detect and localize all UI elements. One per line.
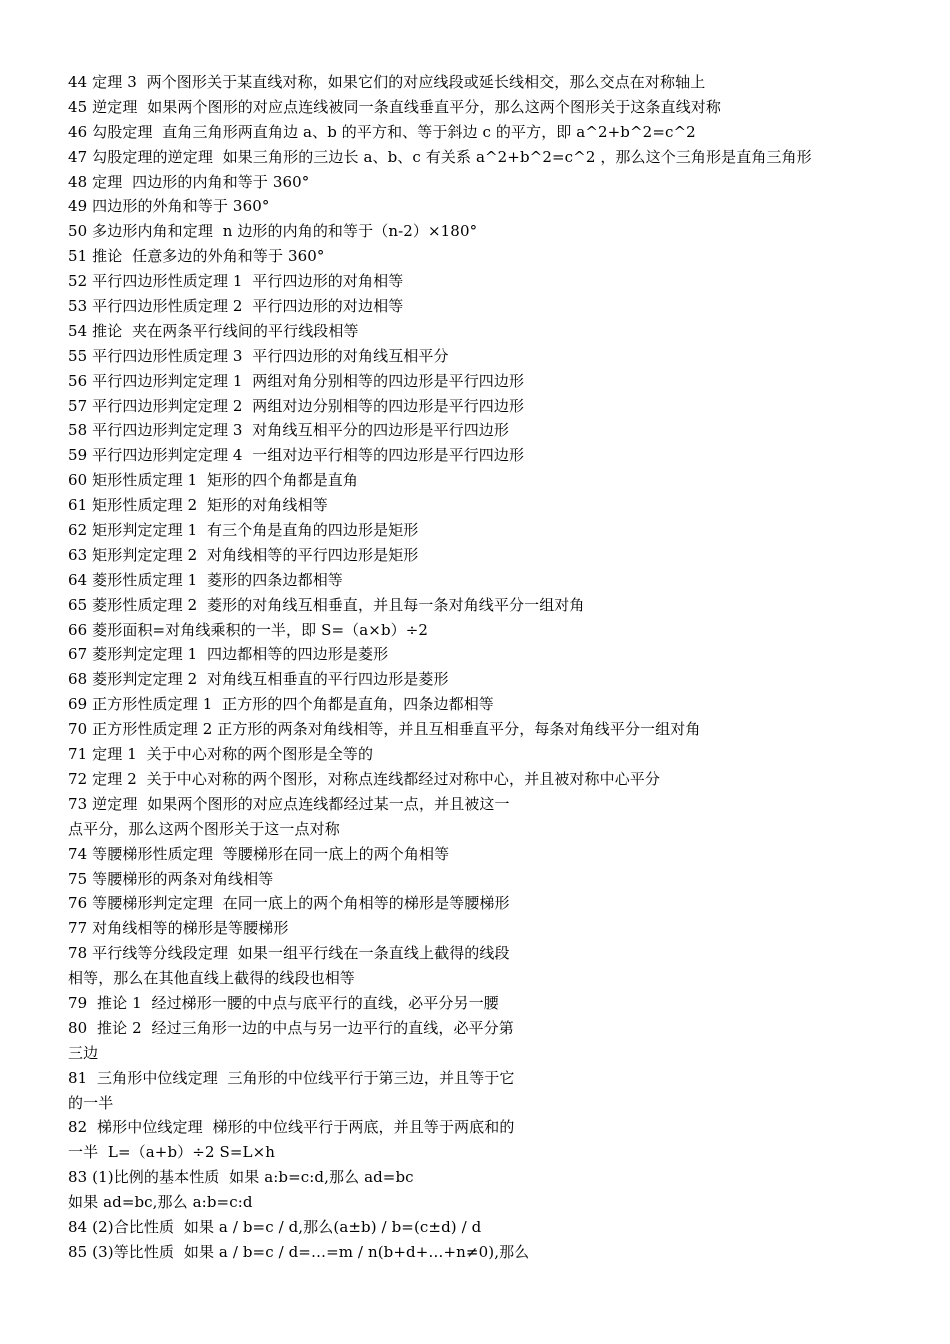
- text-line: 61 矩形性质定理 2 矩形的对角线相等: [68, 496, 328, 515]
- text-line: 74 等腰梯形性质定理 等腰梯形在同一底上的两个角相等: [68, 844, 450, 863]
- text-line: 的一半: [68, 1093, 114, 1112]
- text-line: 56 平行四边形判定定理 1 两组对角分别相等的四边形是平行四边形: [68, 371, 525, 390]
- text-line: 一半 L=（a+b）÷2 S=L×h: [68, 1143, 275, 1162]
- text-line: 72 定理 2 关于中心对称的两个图形，对称点连线都经过对称中心，并且被对称中心平分: [68, 769, 661, 788]
- text-line: 66 菱形面积=对角线乘积的一半，即 S=（a×b）÷2: [68, 620, 429, 639]
- text-line: 44 定理 3 两个图形关于某直线对称，如果它们的对应线段或延长线相交，那么交点在对称轴上: [68, 73, 706, 91]
- text-line: 85 (3)等比性质 如果 a / b=c / d=…=m / n(b+d+…+n≠0),那么: [68, 1242, 530, 1261]
- text-line: 46 勾股定理 直角三角形两直角边 a、b 的平方和、等于斜边 c 的平方，即 a^2+b^2=c^2: [68, 122, 696, 141]
- text-line: 63 矩形判定定理 2 对角线相等的平行四边形是矩形: [68, 545, 419, 564]
- text-line: 82 梯形中位线定理 梯形的中位线平行于两底，并且等于两底和的: [68, 1118, 515, 1137]
- text-line: 50 多边形内角和定理 n 边形的内角的和等于（n-2）×180°: [68, 222, 478, 241]
- text-line: 80 推论 2 经过三角形一边的中点与另一边平行的直线，必平分第: [68, 1018, 514, 1037]
- text-line: 57 平行四边形判定定理 2 两组对边分别相等的四边形是平行四边形: [68, 396, 525, 415]
- text-line: 64 菱形性质定理 1 菱形的四条边都相等: [68, 570, 343, 589]
- text-line: 47 勾股定理的逆定理 如果三角形的三边长 a、b、c 有关系 a^2+b^2=c^2 ，那么这个三角形是直角三角形: [68, 147, 812, 166]
- text-line: 51 推论 任意多边的外角和等于 360°: [68, 247, 325, 266]
- text-line: 73 逆定理 如果两个图形的对应点连线都经过某一点，并且被这一: [68, 794, 510, 813]
- text-line: 48 定理 四边形的内角和等于 360°: [68, 172, 310, 191]
- text-line: 45 逆定理 如果两个图形的对应点连线被同一条直线垂直平分，那么这两个图形关于这条直线对称: [68, 97, 721, 116]
- text-line: 52 平行四边形性质定理 1 平行四边形的对角相等: [68, 272, 404, 291]
- text-line: 点平分，那么这两个图形关于这一点对称: [68, 819, 340, 838]
- text-line: 71 定理 1 关于中心对称的两个图形是全等的: [68, 745, 374, 764]
- text-line: 75 等腰梯形的两条对角线相等: [68, 869, 274, 888]
- text-line: 如果 ad=bc,那么 a:b=c:d: [68, 1193, 253, 1212]
- text-line: 59 平行四边形判定定理 4 一组对边平行相等的四边形是平行四边形: [68, 446, 525, 465]
- text-line: 65 菱形性质定理 2 菱形的对角线互相垂直，并且每一条对角线平分一组对角: [68, 595, 585, 614]
- text-line: 相等，那么在其他直线上截得的线段也相等: [68, 969, 355, 988]
- text-line: 68 菱形判定定理 2 对角线互相垂直的平行四边形是菱形: [68, 670, 449, 689]
- text-line: 77 对角线相等的梯形是等腰梯形: [68, 919, 289, 938]
- text-line: 84 (2)合比性质 如果 a / b=c / d,那么(a±b) / b=(c±d) / d: [68, 1217, 482, 1236]
- text-line: 53 平行四边形性质定理 2 平行四边形的对边相等: [68, 297, 404, 316]
- text-line: 69 正方形性质定理 1 正方形的四个角都是直角，四条边都相等: [68, 695, 494, 714]
- text-line: 三边: [68, 1043, 99, 1062]
- text-line: 83 (1)比例的基本性质 如果 a:b=c:d,那么 ad=bc: [68, 1168, 414, 1187]
- text-line: 78 平行线等分线段定理 如果一组平行线在一条直线上截得的线段: [68, 944, 510, 963]
- text-line: 55 平行四边形性质定理 3 平行四边形的对角线互相平分: [68, 346, 449, 365]
- text-body: [68, 70, 928, 1265]
- text-line: 70 正方形性质定理 2 正方形的两条对角线相等，并且互相垂直平分，每条对角线平分一组对角: [68, 720, 701, 739]
- text-line: 58 平行四边形判定定理 3 对角线互相平分的四边形是平行四边形: [68, 421, 510, 440]
- text-line: 81 三角形中位线定理 三角形的中位线平行于第三边，并且等于它: [68, 1068, 515, 1087]
- text-line: 49 四边形的外角和等于 360°: [68, 197, 270, 216]
- text-line: 54 推论 夹在两条平行线间的平行线段相等: [68, 321, 359, 340]
- text-line: 60 矩形性质定理 1 矩形的四个角都是直角: [68, 471, 359, 490]
- text-line: 79 推论 1 经过梯形一腰的中点与底平行的直线，必平分另一腰: [68, 993, 499, 1012]
- text-line: 76 等腰梯形判定定理 在同一底上的两个角相等的梯形是等腰梯形: [68, 894, 510, 913]
- text-line: 62 矩形判定定理 1 有三个角是直角的四边形是矩形: [68, 521, 419, 540]
- text-line: 67 菱形判定定理 1 四边都相等的四边形是菱形: [68, 645, 389, 664]
